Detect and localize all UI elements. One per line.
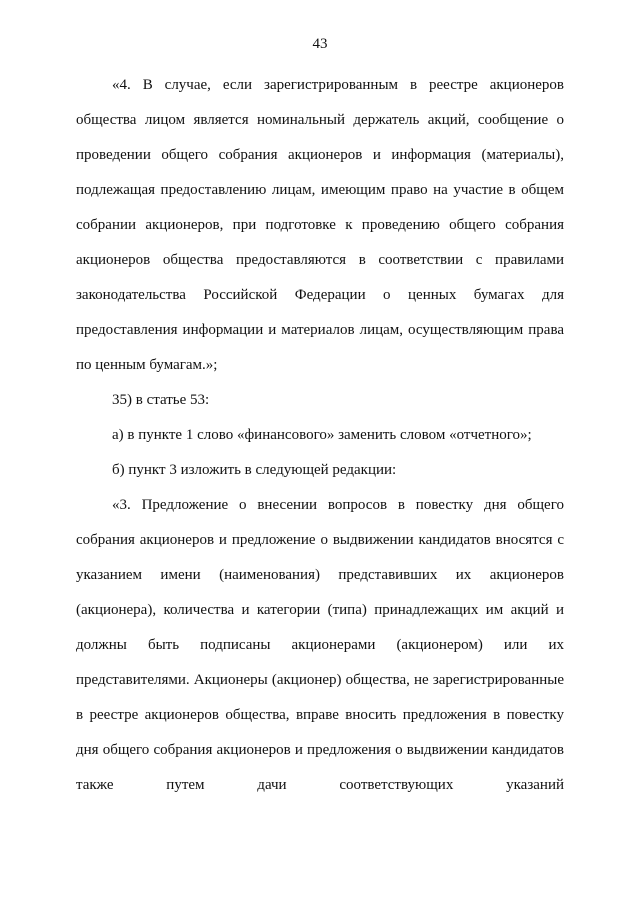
paragraph-nominal-holder: «4. В случае, если зарегистрированным в реестре акционеров общества лицом является номинальный держатель акций, сообщение о проведении общего собрания акционеров и информация (материалы), подлежащая предоставлению лицам, имеющим право на участие в общем собрании акционеров, при подготовке к проведению общего собрания акционеров общества предоставляются в соответствии с правилами законодательства Российской Федерации о ценных бумагах для предоставления информации и материалов лицам, осуществляющим права по ценным бумагам.»; (76, 77, 564, 373)
paragraph-item-35: 35) в статье 53: (112, 392, 210, 408)
paragraph-subitem-b: б) пункт 3 изложить в следующей редакции: (112, 462, 397, 478)
page-number: 43 (312, 36, 328, 52)
document-body (76, 68, 564, 803)
paragraph-subitem-a: а) в пункте 1 слово «финансового» заменить словом «отчетного»; (112, 427, 532, 443)
paragraph-proposal-rules: «3. Предложение о внесении вопросов в повестку дня общего собрания акционеров и предложение о выдвижении кандидатов вносятся с указанием имени (наименования) представивших их акционеров (акционера), количества и категории (типа) принадлежащих им акций и должны быть подписаны акционерами (акционером) или их представителями. Акционеры (акционер) общества, не зарегистрированные в реестре акционеров общества, вправе вносить предложения в повестку дня общего собрания акционеров и предложения о выдвижении кандидатов также путем дачи соответствующих указаний (76, 497, 564, 793)
